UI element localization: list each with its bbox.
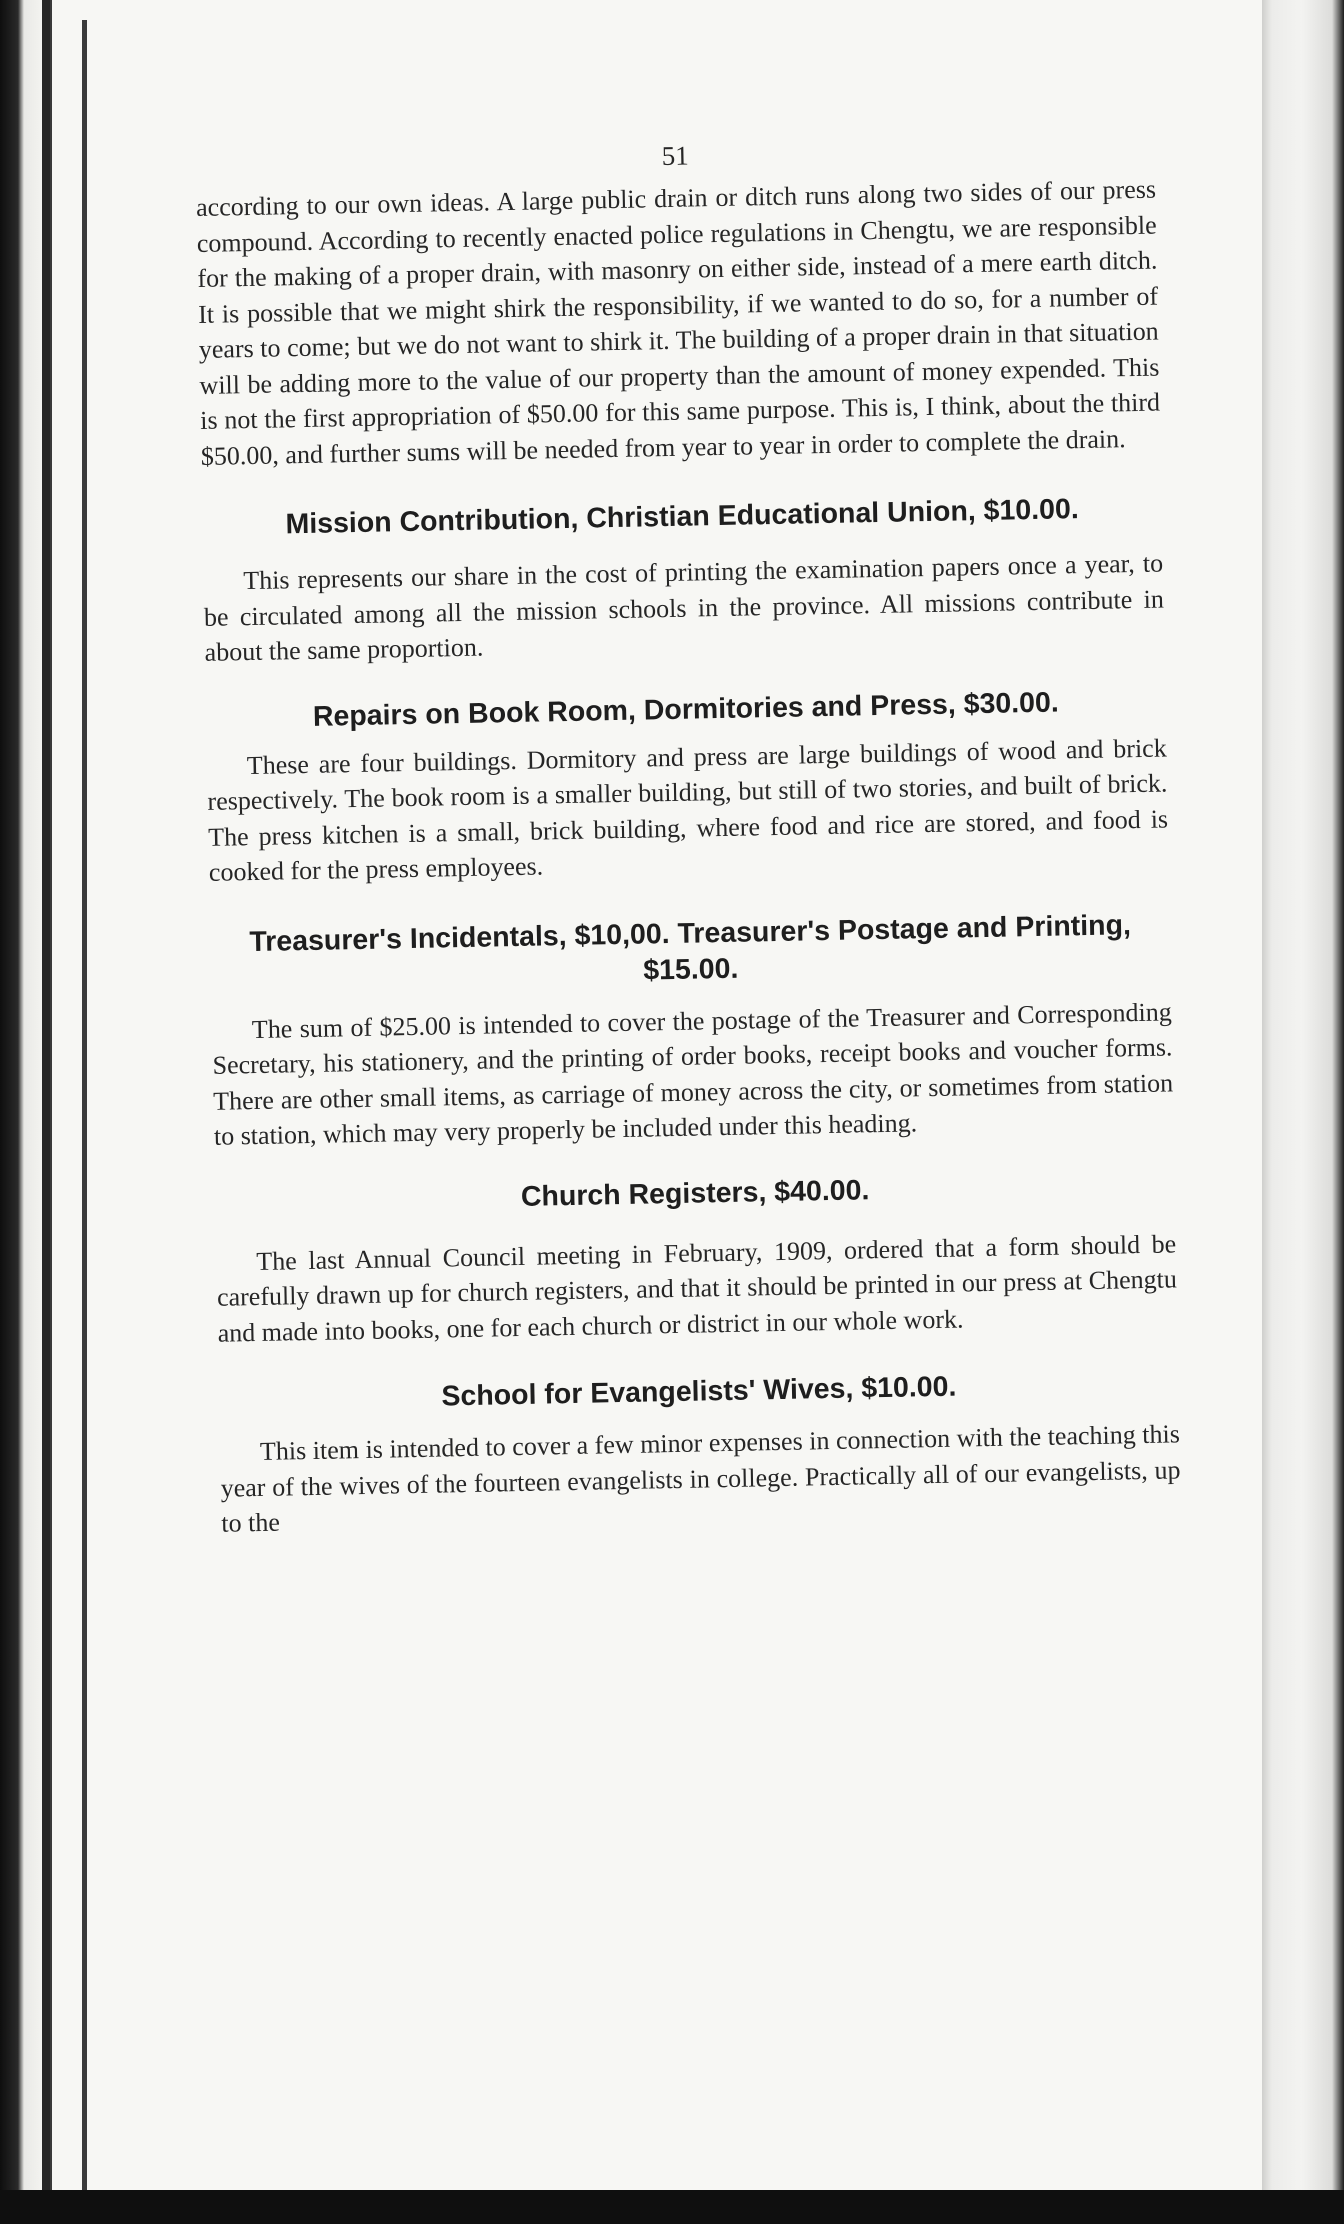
heading-evangelists-wives: School for Evangelists' Wives, $10.00. xyxy=(441,1370,957,1413)
scan-bottom-border xyxy=(0,2190,1344,2224)
page-text-block xyxy=(195,132,1182,1542)
paragraph-treasurer-incidentals: The sum of $25.00 is intended to cover the postage of the Treasurer and Corresponding Secretary, his stationery, and the printing of order books, receipt books and voucher forms. There are other small items, as carriage of money across the city, or sometimes from station to station, which may very properly be included under this heading. xyxy=(212,996,1174,1151)
heading-repairs: Repairs on Book Room, Dormitories and Press, $30.00. xyxy=(312,686,1060,733)
page-fore-edge xyxy=(1262,0,1344,2224)
page-gutter-shadow xyxy=(82,20,87,2210)
book-spine-edge xyxy=(0,0,42,2224)
paragraph-church-registers: The last Annual Council meeting in February, 1909, ordered that a form should be carefully drawn up for church registers, and that it should be printed in our press at Chengtu and made into books, one for each church or district in our whole work. xyxy=(216,1228,1178,1348)
paragraph-mission-contribution: This represents our share in the cost of printing the examination papers once a year, to be circulated among all the mission schools in the province. All missions contribute in about the same proportion. xyxy=(203,548,1165,667)
page-number: 51 xyxy=(661,140,689,172)
paragraph-evangelists-wives: This item is intended to cover a few minor expenses in connection with the teaching this year of the wives of the fourteen evangelists in college. Practically all of our evangelists, up to the xyxy=(220,1419,1181,1538)
heading-church-registers: Church Registers, $40.00. xyxy=(520,1173,870,1213)
opening-paragraph: according to our own ideas. A large public drain or ditch runs along two sides of our press compound. According to recently enacted police regulations in Chengtu, we are responsible for the making of a proper drain, with masonry on either side, instead of a mere earth ditch. It is possible that we might shirk the responsibility, if we wanted to do so, for a number of years to come; but we do not want to shirk it. The building of a proper drain in that situation will be adding more to the value of our property than the amount of money expended. This is not the first appropriation of $50.00 for this same purpose. This is, I think, about the third $50.00, and further sums will be needed from year to year in order to complete the drain. xyxy=(195,174,1161,471)
paragraph-repairs: These are four buildings. Dormitory and press are large buildings of wood and brick respectively. The book room is a smaller building, but still of two stories, and built of brick. The press kitchen is a small, brick building, where food and rice are stored, and food is cooked for the press employees. xyxy=(207,732,1169,887)
heading-treasurer-incidentals: Treasurer's Incidentals, $10,00. Treasurer's Postage and Printing, $15.00. xyxy=(249,908,1132,987)
heading-mission-contribution: Mission Contribution, Christian Educational Union, $10.00. xyxy=(285,493,1080,541)
